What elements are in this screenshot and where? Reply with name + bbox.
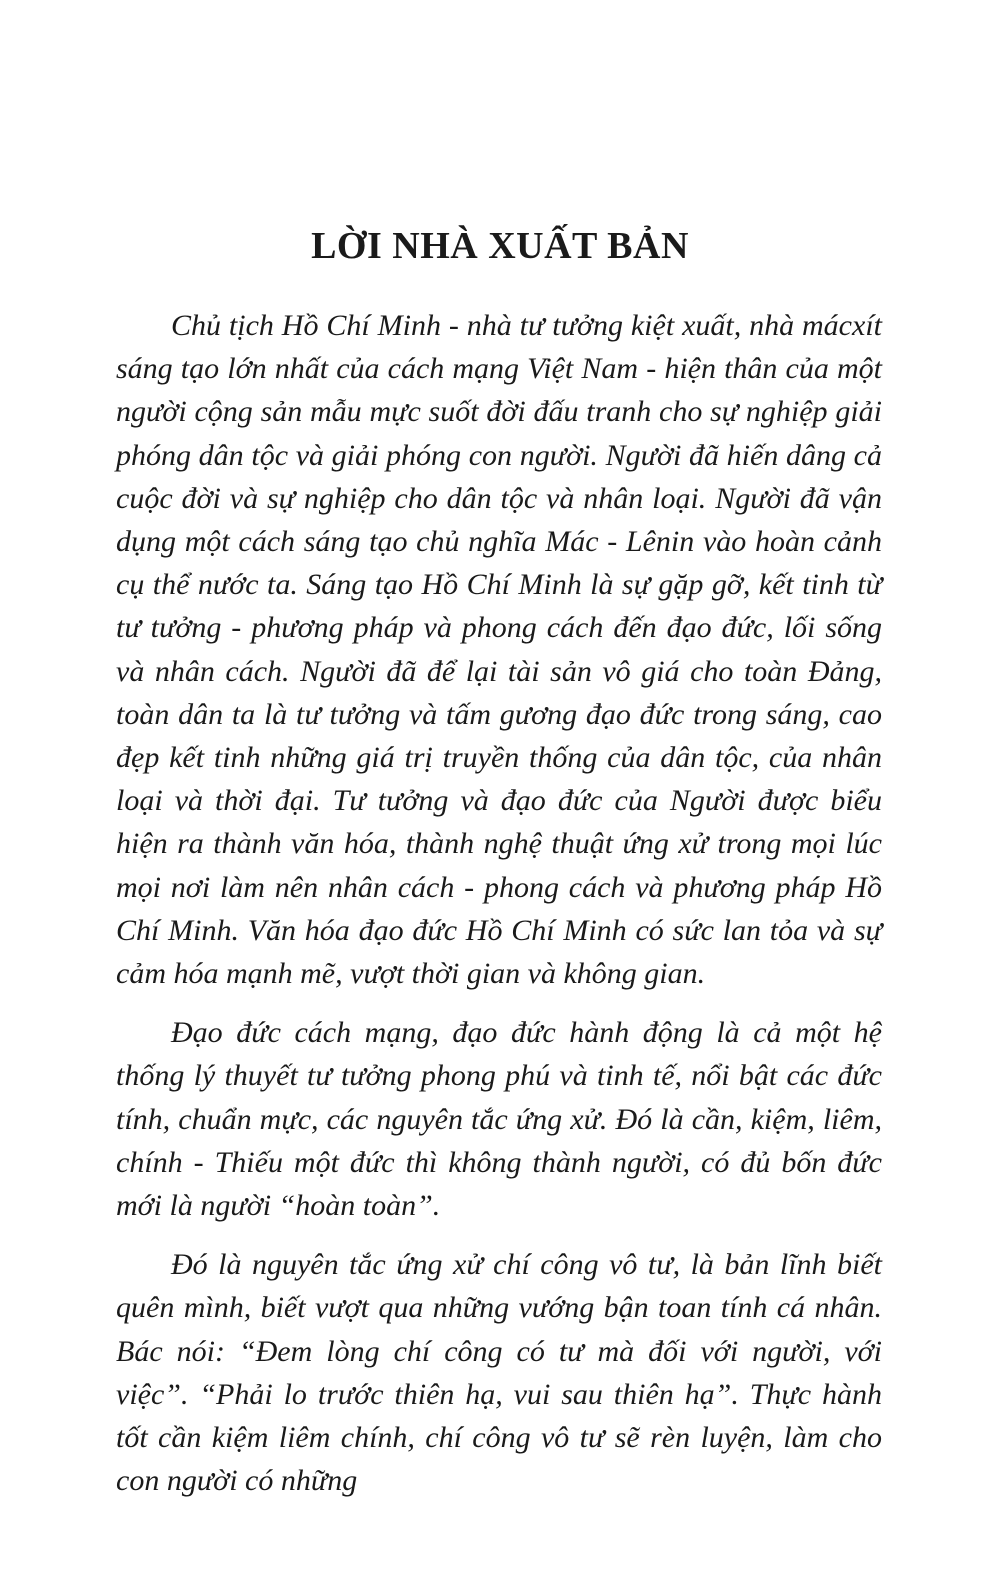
page-title: LỜI NHÀ XUẤT BẢN xyxy=(311,225,689,267)
body-text xyxy=(116,304,882,1502)
paragraph-3: Đó là nguyên tắc ứng xử chí công vô tư, là bản lĩnh biết quên mình, biết vượt qua những vướng bận toan tính cá nhân. Bác nói: “Đem lòng chí công có tư mà đối với người, với việc”. “Phải lo trước thiên hạ, vui sau thiên hạ”. Thực hành tốt cần kiệm liêm chính, chí công vô tư sẽ rèn luyện, làm cho con người có những xyxy=(116,1248,882,1498)
paragraph-1: Chủ tịch Hồ Chí Minh - nhà tư tưởng kiệt xuất, nhà mácxít sáng tạo lớn nhất của cách mạng Việt Nam - hiện thân của một người cộng sản mẫu mực suốt đời đấu tranh cho sự nghiệp giải phóng dân tộc và giải phóng con người. Người đã hiến dâng cả cuộc đời và sự nghiệp cho dân tộc và nhân loại. Người đã vận dụng một cách sáng tạo chủ nghĩa Mác - Lênin vào hoàn cảnh cụ thể nước ta. Sáng tạo Hồ Chí Minh là sự gặp gỡ, kết tinh từ tư tưởng - phương pháp và phong cách đến đạo đức, lối sống và nhân cách. Người đã để lại tài sản vô giá cho toàn Đảng, toàn dân ta là tư tưởng và tấm gương đạo đức trong sáng, cao đẹp kết tinh những giá trị truyền thống của dân tộc, của nhân loại và thời đại. Tư tưởng và đạo đức của Người được biểu hiện ra thành văn hóa, thành nghệ thuật ứng xử trong mọi lúc mọi nơi làm nên nhân cách - phong cách và phương pháp Hồ Chí Minh. Văn hóa đạo đức Hồ Chí Minh có sức lan tỏa và sự cảm hóa mạnh mẽ, vượt thời gian và không gian. xyxy=(116,309,882,991)
paragraph-2: Đạo đức cách mạng, đạo đức hành động là cả một hệ thống lý thuyết tư tưởng phong phú và tinh tế, nổi bật các đức tính, chuẩn mực, các nguyên tắc ứng xử. Đó là cần, kiệm, liêm, chính - Thiếu một đức thì không thành người, có đủ bốn đức mới là người “hoàn toàn”. xyxy=(116,1016,882,1223)
